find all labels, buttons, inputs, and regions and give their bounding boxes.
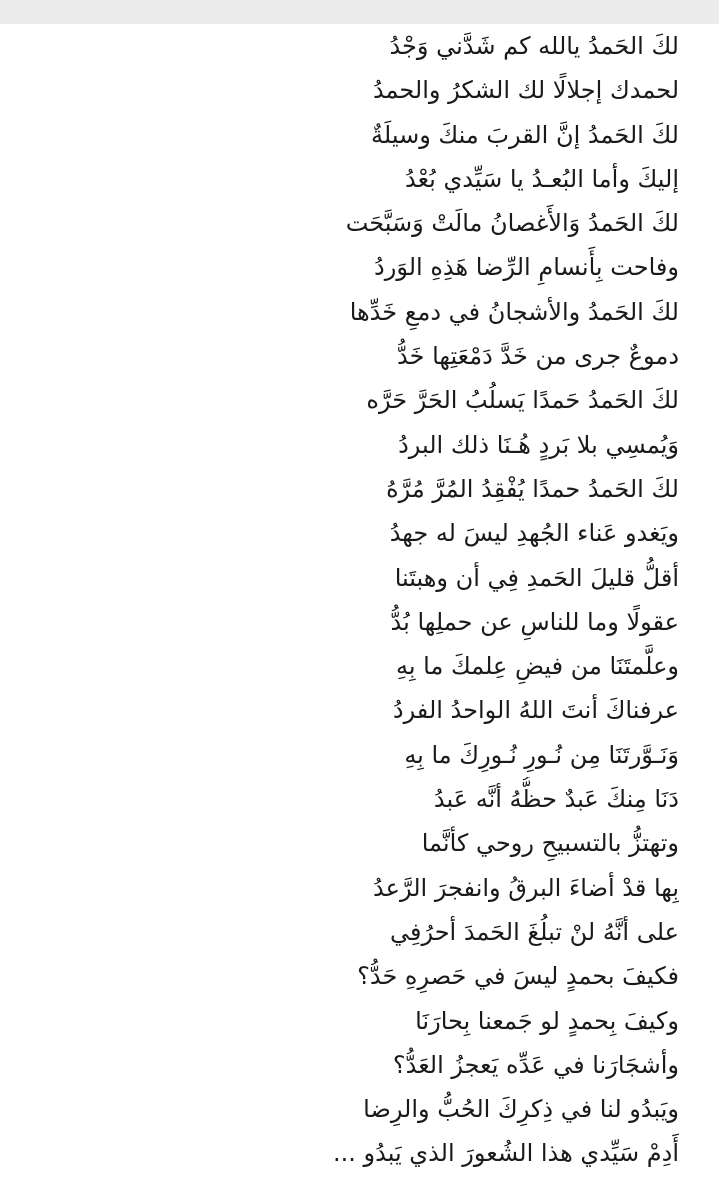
poem-text (0, 24, 719, 1176)
poem-line: أقلُّ قليلَ الحَمدِ فِي أن وهبتَنا (394, 563, 679, 592)
poem-line: وكيفَ بِحمدٍ لو جَمعنا بِحارَنَا (415, 1006, 679, 1035)
poem-line: لكَ الحَمدُ حَمدًا يَسلُبُ الحَرَّ حَرَّه (366, 386, 679, 415)
poem-line: بِها قدْ أضاءَ البرقُ وانفجرَ الرَّعدُ (373, 873, 679, 902)
poem-line: وَنَـوَّرتَنَا مِن نُـورِ نُـورِكَ ما بِهِ (404, 740, 679, 769)
poem-line: لكَ الحَمدُ وَالأَغصانُ مالَتْ وَسَبَّحَت (345, 209, 679, 238)
poem-line: لحمدك إجلالًا لك الشكرُ والحمدُ (372, 76, 679, 105)
poem-line: ويَبدُو لنا في ذِكرِكَ الحُبُّ والرِضا (363, 1095, 679, 1124)
poem-line: وعلَّمتَنَا من فيضِ عِلمكَ ما بِهِ (396, 652, 679, 681)
poem-line: عقولًا وما للناسِ عن حملِها بُدُّ (390, 607, 679, 636)
poem-line: إليكَ وأما البُعـدُ يا سَيِّدي بُعْدُ (404, 164, 679, 193)
poem-line: فكيفَ بحمدٍ ليسَ في حَصرِهِ حَدُّ؟ (357, 962, 679, 991)
poem-line: لكَ الحَمدُ إنَّ القربَ منكَ وسيلَةٌ (371, 120, 679, 149)
poem-line: وَيُمسِي بلا بَردٍ هُـنَا ذلك البردُ (398, 430, 679, 459)
poem-line: لكَ الحَمدُ يالله كم شَدَّني وَجْدُ (389, 32, 679, 60)
poem-line: أَدِمْ سَيِّدي هذا الشُعورَ الذي يَبدُو ... (333, 1139, 679, 1168)
poem-line: لكَ الحَمدُ حمدًا يُفْقِدُ المُرَّ مُرَّهُ (386, 474, 679, 503)
poem-line: ويَغدو عَناء الجُهدِ ليسَ له جهدُ (389, 519, 679, 548)
poem-line: دَنَا مِنكَ عَبدٌ حظُّهُ أنَّه عَبدُ (433, 785, 679, 814)
top-bar (0, 0, 719, 24)
poem-line: وتهتزُّ بالتسبيحِ روحي كأنَّما (421, 829, 679, 858)
poem-line: وفاحت بِأَنسامِ الرِّضا هَذِهِ الوَردُ (374, 253, 679, 282)
poem-line: على أنَّهُ لنْ تبلُغَ الحَمدَ أحرُفِي (389, 917, 679, 946)
poem-line: لكَ الحَمدُ والأشجانُ في دمعِ خَدِّها (349, 297, 679, 326)
poem-line: دموعٌ جرى من خَدَّ دَمْعَتِها خَدُّ (397, 342, 679, 371)
poem-line: عرفناكَ أنتَ اللهُ الواحدُ الفردُ (392, 696, 679, 725)
poem-line: وأشجَارَنا في عَدِّه يَعجزُ العَدُّ؟ (392, 1050, 679, 1079)
